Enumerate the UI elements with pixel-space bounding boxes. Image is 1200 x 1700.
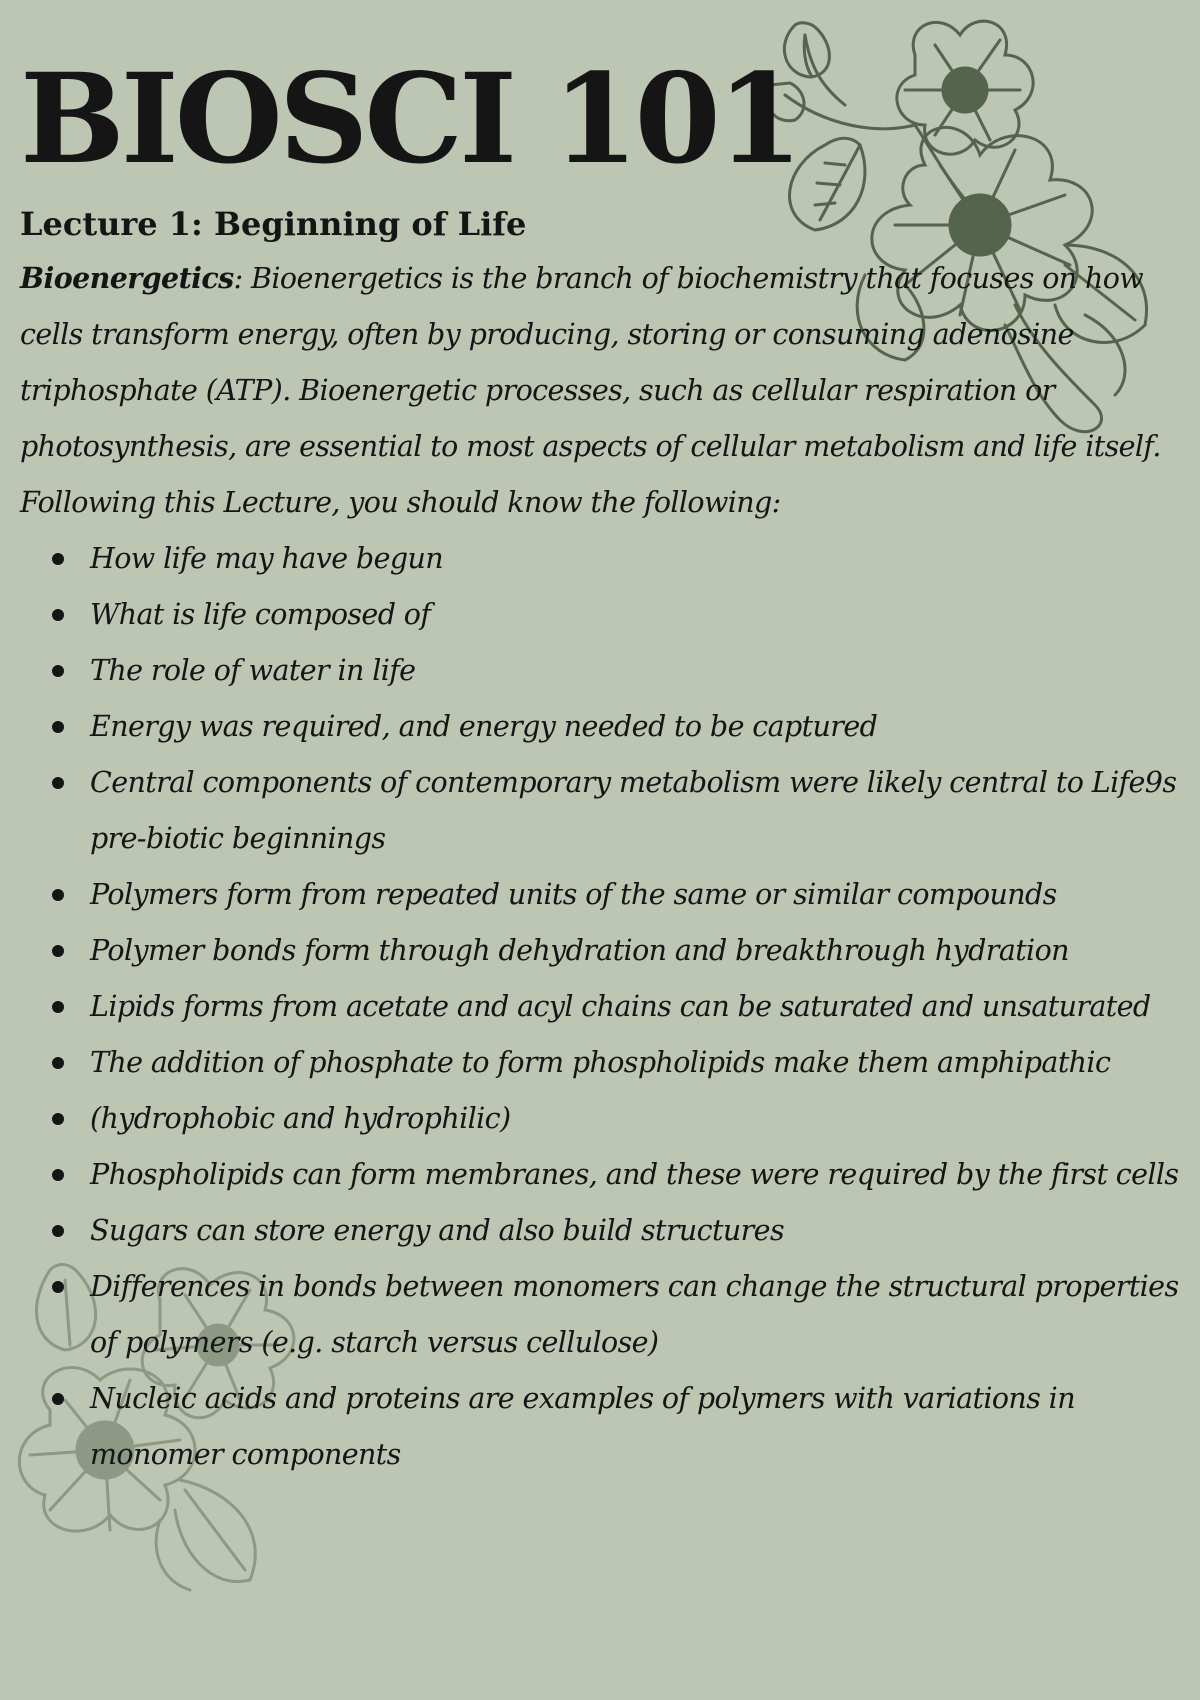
objective-text: Polymer bonds form through dehydration and breakthrough hydration xyxy=(90,934,1069,967)
objective-text: Lipids forms from acetate and acyl chains can be saturated and unsaturated xyxy=(90,990,1151,1023)
bullet-icon xyxy=(52,1113,64,1125)
objective-text: The role of water in life xyxy=(90,654,416,687)
objectives-lead: Following this Lecture, you should know the following: xyxy=(20,486,781,519)
objective-item xyxy=(20,587,1180,643)
objective-text: (hydrophobic and hydrophilic) xyxy=(90,1102,511,1135)
lecture-heading: Lecture 1: Beginning of Life xyxy=(20,205,527,243)
objective-item xyxy=(20,1371,1180,1483)
bullet-icon xyxy=(52,945,64,957)
bullet-icon xyxy=(52,777,64,789)
bullet-icon xyxy=(52,1001,64,1013)
objective-item xyxy=(20,643,1180,699)
objective-text: Phospholipids can form membranes, and these were required by the first cells xyxy=(90,1158,1179,1191)
objective-item xyxy=(20,867,1180,923)
intro-term: Bioenergetics xyxy=(20,261,234,295)
bullet-icon xyxy=(52,609,64,621)
objective-item xyxy=(20,1259,1180,1371)
objective-item xyxy=(20,1147,1180,1203)
objective-item xyxy=(20,699,1180,755)
objective-text: What is life composed of xyxy=(90,598,431,631)
bullet-icon xyxy=(52,1393,64,1405)
course-title: BIOSCI 101 xyxy=(20,47,800,192)
objective-item xyxy=(20,1203,1180,1259)
objective-item xyxy=(20,531,1180,587)
objective-text: The addition of phosphate to form phospholipids make them amphipathic xyxy=(90,1046,1111,1079)
bullet-icon xyxy=(52,1281,64,1293)
bullet-icon xyxy=(52,553,64,565)
lecture-notes-page xyxy=(20,47,1180,1483)
intro-definition: : Bioenergetics is the branch of biochemistry that focuses on how cells transform energy, often by producing, storing or consuming adenosine triphosphate (ATP). Bioenergetic processes, such as cellular respiration or photosynthesis, are essential to most aspects of cellular metabolism and life itself. xyxy=(20,262,1161,463)
objective-text: Central components of contemporary metabolism were likely central to Life9s pre-biotic beginnings xyxy=(90,766,1177,855)
bullet-icon xyxy=(52,721,64,733)
objective-text: Polymers form from repeated units of the same or similar compounds xyxy=(90,878,1057,911)
objective-text: Differences in bonds between monomers can change the structural properties of polymers (e.g. starch versus cellulose) xyxy=(90,1270,1179,1359)
objective-text: How life may have begun xyxy=(90,542,443,575)
objective-text: Nucleic acids and proteins are examples of polymers with variations in monomer components xyxy=(90,1382,1075,1471)
objective-item xyxy=(20,1091,1180,1147)
objectives-list xyxy=(20,531,1180,1483)
objective-item xyxy=(20,1035,1180,1091)
objective-item xyxy=(20,979,1180,1035)
bullet-icon xyxy=(52,1057,64,1069)
objective-item xyxy=(20,923,1180,979)
intro-paragraph xyxy=(20,250,1180,475)
bullet-icon xyxy=(52,665,64,677)
bullet-icon xyxy=(52,1169,64,1181)
bullet-icon xyxy=(52,889,64,901)
bullet-icon xyxy=(52,1225,64,1237)
objective-text: Sugars can store energy and also build structures xyxy=(90,1214,784,1247)
objective-item xyxy=(20,755,1180,867)
objective-text: Energy was required, and energy needed to be captured xyxy=(90,710,878,743)
